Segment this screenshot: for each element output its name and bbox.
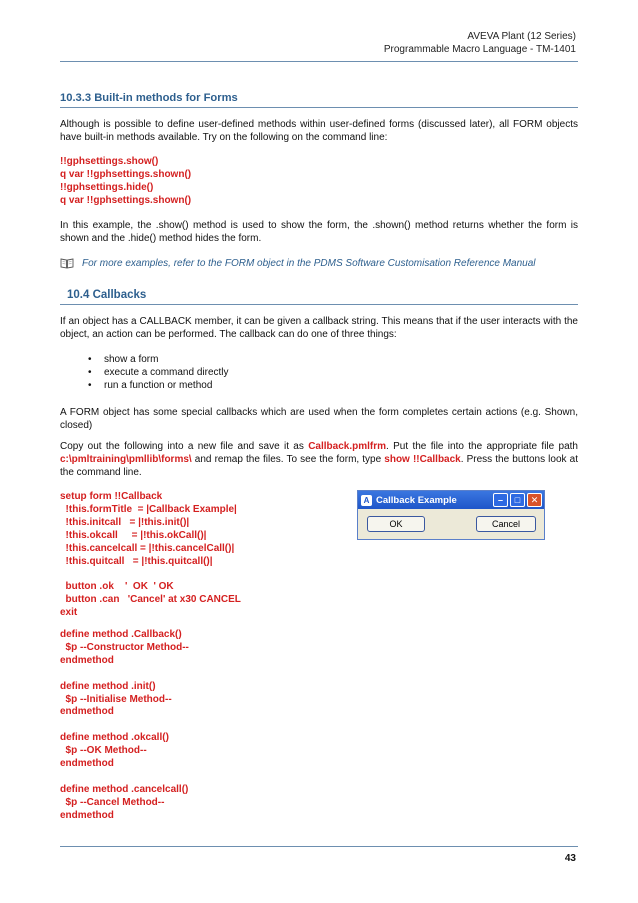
copy-text-4: . Press the buttons look at the command line. [60,454,578,478]
section-10-4-heading: 10.4 Callbacks [67,289,147,301]
builtin-methods-commands: !!gphsettings.show() q var !!gphsettings.shown() !!gphsettings.hide() q var !!gphsettings.shown() [60,156,192,206]
section-10-3-3-intro: Although is possible to define user-defined methods within user-defined forms (discussed later), all FORM objects have built-in methods available. Try on the following on the command line: [60,119,578,143]
header-product: AVEVA Plant (12 Series) [467,31,576,42]
copy-text-2: . Put the file into the appropriate file path [386,441,578,452]
window-controls [493,493,542,507]
list-item: • execute a command directly [88,366,229,379]
section-10-3-3-divider [60,107,578,108]
book-icon [60,257,74,269]
page-header [384,30,576,56]
form-setup-code: setup form !!Callback !this.formTitle = |Callback Example| !this.initcall = |!this.init()| !this.okcall = |!this.okCall()| !this.cancelcall = |!this.cancelCall()| !this.quitcall = |!this.quitcall()| button .ok ' OK ' OK button .can 'Cancel' at x30 CANCEL exit [60,491,241,619]
section-10-3-3-explanation: In this example, the .show() method is used to show the form, the .shown() method returns whether the form is shown and the .hide() method hides the form. [60,220,578,244]
footer-divider [60,846,578,847]
reference-note-text: For more examples, refer to the FORM object in the PDMS Software Customisation Reference Manual [82,257,536,269]
copy-instructions-paragraph [60,440,578,479]
list-item: • show a form [88,353,229,366]
maximize-icon[interactable]: □ [510,493,525,507]
reference-note [60,257,536,269]
callback-example-dialog [357,490,545,540]
minimize-icon[interactable]: – [493,493,508,507]
section-10-3-3-heading: 10.3.3 Built-in methods for Forms [60,92,238,104]
callback-actions-list [88,353,229,392]
cancel-button[interactable]: Cancel [476,516,536,532]
close-icon[interactable]: ✕ [527,493,542,507]
app-icon: A [361,495,372,506]
header-manual: Programmable Macro Language - TM-1401 [383,44,576,55]
page-number: 43 [564,853,576,864]
section-10-4-divider [60,304,578,305]
copy-text-1: Copy out the following into a new file and save it as [60,441,309,452]
dialog-titlebar[interactable] [358,491,544,509]
copy-text-3: and remap the files. To see the form, type [191,454,385,465]
dialog-title: Callback Example [376,494,457,506]
command-highlight: show !!Callback [384,454,461,465]
method-definitions-code: define method .Callback() $p --Constructor Method-- endmethod define method .init() $p --Initialise Method-- endmethod define method .okcall() $p --OK Method-- endmethod define method .cancelcall() $p --Cancel Method-- endmethod [60,629,189,821]
list-item: • run a function or method [88,379,229,392]
filepath-highlight: c:\pmltraining\pmllib\forms\ [60,454,192,465]
form-callbacks-paragraph: A FORM object has some special callbacks which are used when the form completes certain actions (e.g. Shown, closed) [60,407,578,431]
filename-highlight: Callback.pmlfrm [308,441,387,452]
header-divider [60,61,578,62]
ok-button[interactable]: OK [367,516,425,532]
callbacks-intro: If an object has a CALLBACK member, it can be given a callback string. This means that if the user interacts with the object, an action can be performed. The callback can do one of three things: [60,316,578,340]
